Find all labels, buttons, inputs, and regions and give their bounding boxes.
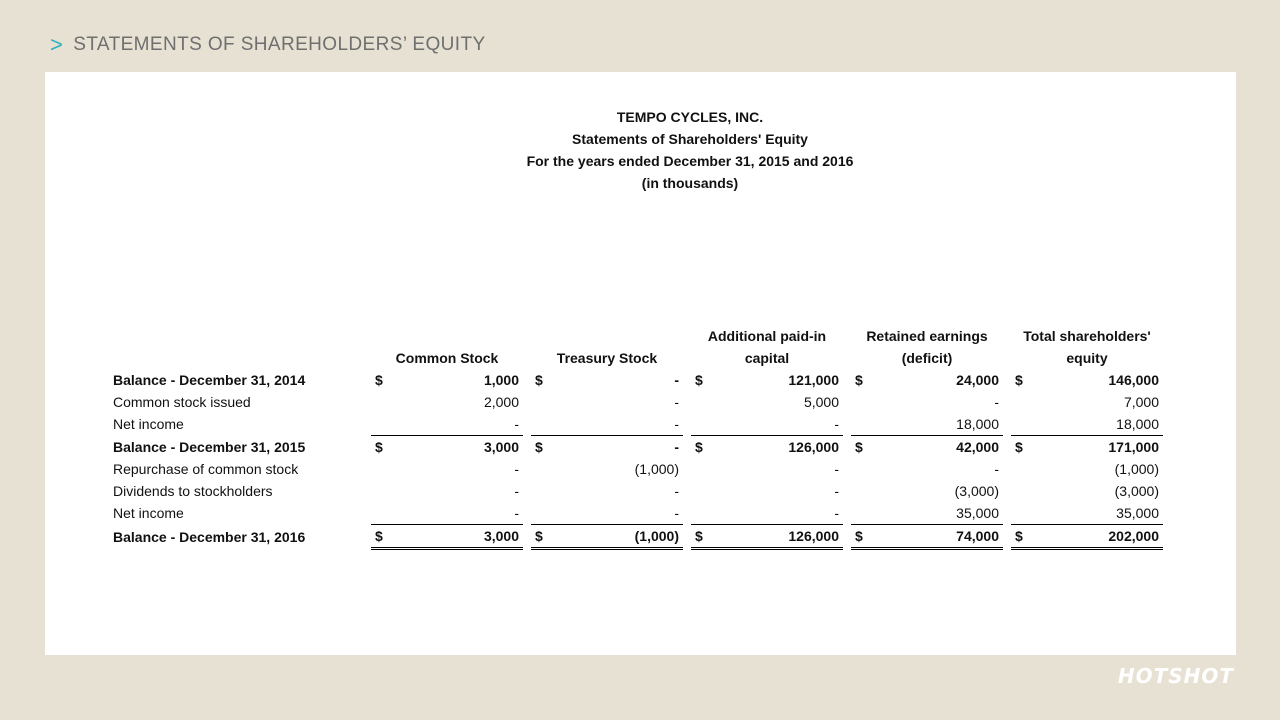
currency-symbol — [1011, 413, 1037, 436]
table-cell: 171,000 — [1037, 436, 1163, 459]
table-cell: - — [514, 483, 519, 499]
table-cell: (1,000) — [634, 461, 679, 477]
table-row — [109, 525, 1163, 549]
table-cell: - — [674, 483, 679, 499]
table-cell: 35,000 — [956, 505, 999, 521]
table-cell: (3,000) — [954, 483, 999, 499]
table-cell: - — [674, 372, 679, 388]
table-row — [109, 458, 1163, 480]
row-label: Balance - December 31, 2015 — [113, 438, 306, 455]
table-cell: - — [834, 416, 839, 432]
table-cell: - — [994, 461, 999, 477]
currency-symbol — [1011, 480, 1037, 502]
currency-symbol — [371, 502, 397, 525]
table-cell: 35,000 — [1116, 505, 1159, 521]
currency-symbol — [851, 502, 877, 525]
table-cell: 74,000 — [877, 525, 1003, 549]
table-cell: 202,000 — [1037, 525, 1163, 549]
currency-symbol — [531, 480, 557, 502]
table-cell: - — [514, 416, 519, 432]
column-header: Total shareholders' — [1023, 328, 1151, 344]
table-cell: - — [514, 461, 519, 477]
chevron-right-icon: > — [50, 32, 64, 57]
row-label: Repurchase of common stock — [113, 461, 299, 477]
currency-symbol — [851, 413, 877, 436]
table-cell: 42,000 — [877, 436, 1003, 459]
table-row — [109, 391, 1163, 413]
currency-symbol: $ — [531, 436, 557, 459]
currency-symbol: $ — [851, 436, 877, 459]
currency-symbol — [851, 480, 877, 502]
table-cell: (1,000) — [557, 525, 683, 549]
slide-header — [50, 34, 486, 56]
currency-symbol — [691, 480, 717, 502]
table-cell: (1,000) — [1114, 461, 1159, 477]
table-cell: 126,000 — [717, 525, 843, 549]
currency-symbol — [371, 458, 397, 480]
currency-symbol: $ — [1011, 436, 1037, 459]
currency-symbol: $ — [531, 525, 557, 549]
column-header: equity — [1066, 350, 1108, 366]
table-cell: (3,000) — [1114, 483, 1159, 499]
table-cell: 5,000 — [803, 394, 839, 410]
table-cell: 3,000 — [397, 525, 523, 549]
column-header: Treasury Stock — [556, 350, 658, 366]
table-cell: 3,000 — [397, 436, 523, 459]
table-row — [109, 436, 1163, 459]
currency-symbol — [691, 413, 717, 436]
table-cell: - — [514, 505, 519, 521]
currency-symbol — [531, 502, 557, 525]
table-cell: - — [834, 505, 839, 521]
row-label: Balance - December 31, 2014 — [113, 372, 306, 388]
table-cell: - — [674, 505, 679, 521]
currency-symbol — [371, 391, 397, 413]
currency-symbol — [531, 391, 557, 413]
statement-card — [45, 72, 1236, 655]
table-cell: 18,000 — [956, 416, 999, 432]
currency-symbol — [691, 502, 717, 525]
table-cell: - — [674, 394, 679, 410]
slide-title: STATEMENTS OF SHAREHOLDERS’ EQUITY — [73, 34, 486, 55]
table-cell: 18,000 — [1116, 416, 1159, 432]
column-header: (deficit) — [901, 350, 953, 366]
column-header: Retained earnings — [866, 328, 988, 344]
row-label: Balance - December 31, 2016 — [113, 528, 306, 545]
table-cell: - — [834, 483, 839, 499]
currency-symbol — [1011, 391, 1037, 413]
currency-symbol: $ — [855, 372, 863, 388]
row-label: Net income — [113, 416, 184, 433]
currency-symbol: $ — [535, 372, 543, 388]
column-header — [531, 325, 683, 347]
header-row-2 — [109, 347, 1163, 369]
currency-symbol — [371, 480, 397, 502]
currency-symbol: $ — [695, 372, 703, 388]
currency-symbol — [1011, 458, 1037, 480]
header-row-1 — [109, 325, 1163, 347]
currency-symbol: $ — [691, 436, 717, 459]
currency-symbol — [691, 391, 717, 413]
currency-symbol: $ — [375, 372, 383, 388]
table-cell: 146,000 — [1108, 372, 1159, 388]
table-cell: - — [834, 461, 839, 477]
currency-symbol: $ — [851, 525, 877, 549]
column-header: capital — [744, 350, 790, 366]
table-row — [109, 413, 1163, 436]
statement-name: Statements of Shareholders' Equity — [572, 131, 808, 147]
table-cell: 126,000 — [717, 436, 843, 459]
table-row — [109, 502, 1163, 525]
statement-units: (in thousands) — [641, 175, 739, 191]
statement-titles — [45, 106, 1280, 194]
row-label: Dividends to stockholders — [113, 483, 273, 499]
table-cell: - — [557, 436, 683, 459]
currency-symbol — [851, 391, 877, 413]
table-cell: - — [994, 394, 999, 410]
table-cell: 2,000 — [483, 394, 519, 410]
currency-symbol — [371, 413, 397, 436]
statement-period: For the years ended December 31, 2015 and 2016 — [526, 153, 854, 169]
currency-symbol: $ — [1011, 525, 1037, 549]
currency-symbol: $ — [691, 525, 717, 549]
row-label: Net income — [113, 505, 184, 522]
table-cell: 1,000 — [483, 372, 519, 388]
hotshot-logo: HOTSHOT — [1117, 664, 1234, 688]
table-cell: 24,000 — [956, 372, 999, 388]
table-row — [109, 369, 1163, 391]
column-header — [371, 325, 523, 347]
equity-table — [109, 325, 1163, 550]
currency-symbol: $ — [1015, 372, 1023, 388]
row-label: Common stock issued — [113, 394, 251, 410]
currency-symbol: $ — [371, 436, 397, 459]
table-row — [109, 480, 1163, 502]
currency-symbol — [531, 458, 557, 480]
currency-symbol: $ — [371, 525, 397, 549]
table-cell: 7,000 — [1123, 394, 1159, 410]
currency-symbol — [1011, 502, 1037, 525]
currency-symbol — [531, 413, 557, 436]
company-name: TEMPO CYCLES, INC. — [616, 109, 764, 125]
currency-symbol — [691, 458, 717, 480]
table-cell: 121,000 — [788, 372, 839, 388]
currency-symbol — [851, 458, 877, 480]
column-header: Common Stock — [395, 350, 499, 366]
column-header: Additional paid-in — [707, 328, 827, 344]
table-cell: - — [674, 416, 679, 432]
